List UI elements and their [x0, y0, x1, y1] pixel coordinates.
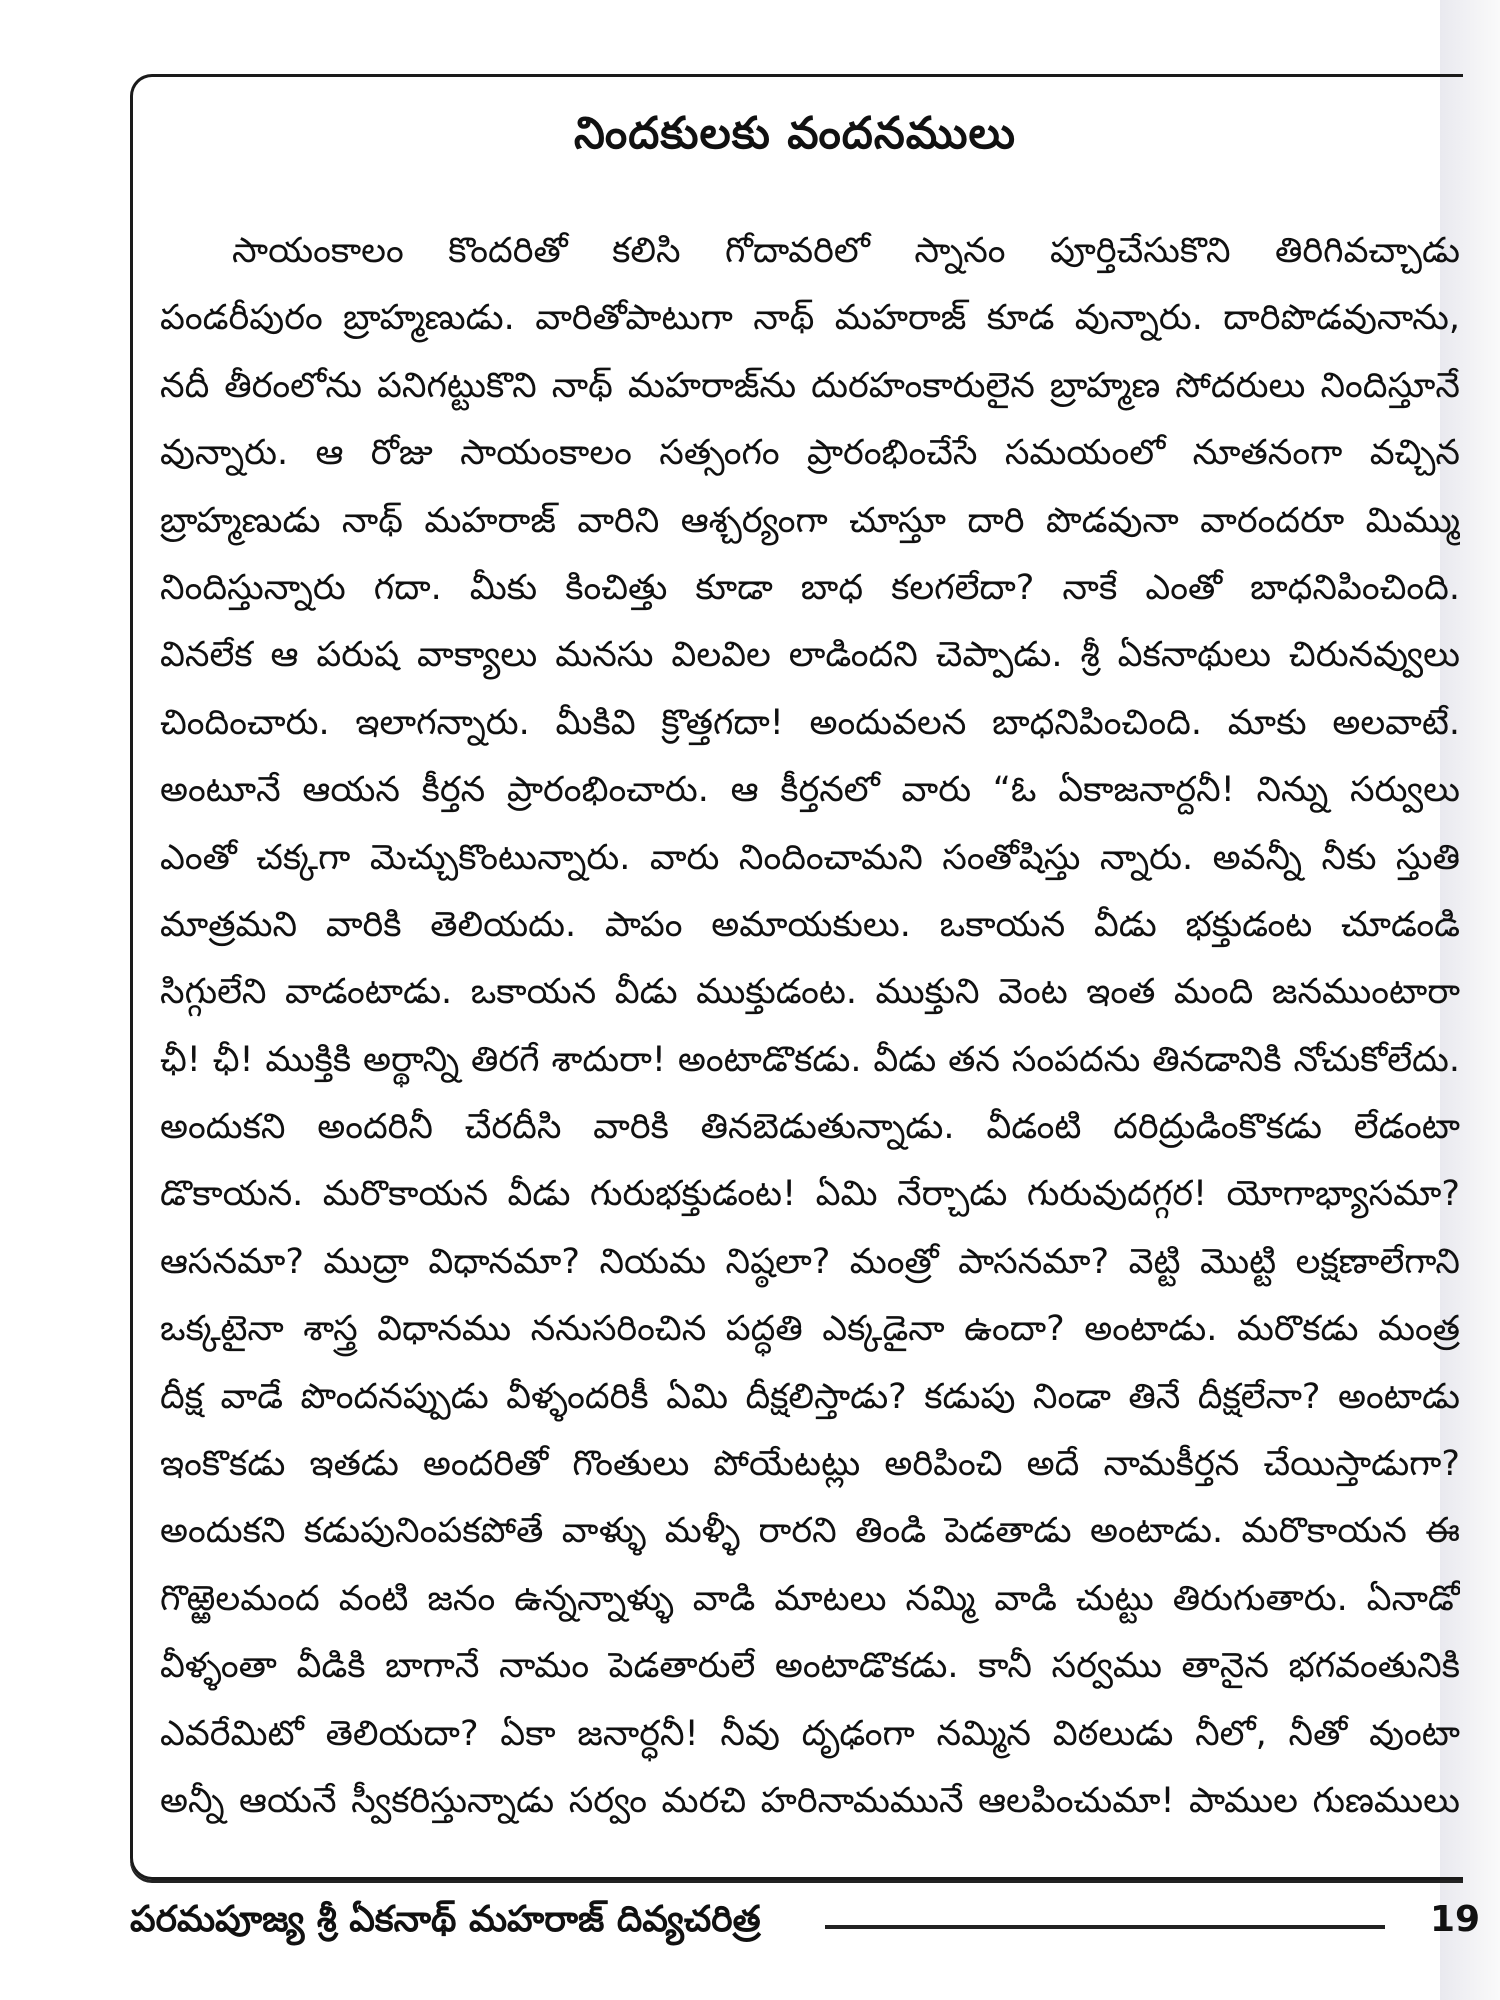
text-line: గొఱ్ఱెలమంద వంటి జనం ఉన్నన్నాళ్ళు వాడి మాటలు నమ్మి వాడి చుట్టు తిరుగుతారు. ఏనాడో — [160, 1578, 1460, 1619]
text-line: సాయంకాలం కొందరితో కలిసి గోదావరిలో స్నానం పూర్తిచేసుకొని తిరిగివచ్చాడు — [232, 231, 1460, 271]
text-line: అన్నీ ఆయనే స్వీకరిస్తున్నాడు సర్వం మరచి హరినామమునే ఆలపించుమా! పాముల గుణములు — [160, 1780, 1460, 1821]
body-text — [160, 222, 1460, 1839]
text-line: వినలేక ఆ పరుష వాక్యాలు మనసు విలవిల లాడిందని చెప్పాడు. శ్రీ ఏకనాథులు చిరునవ్వులు — [160, 635, 1460, 676]
text-line: అందుకని కడుపునింపకపోతే వాళ్ళు మళ్ళీ రారని తిండి పెడతాడు అంటాడు. మరొకాయన ఈ — [160, 1511, 1460, 1552]
text-line: పండరీపురం బ్రాహ్మణుడు. వారితోపాటుగా నాథ్ మహరాజ్ కూడ వున్నారు. దారిపొడవునాను, — [160, 298, 1460, 339]
text-line: సిగ్గులేని వాడంటాడు. ఒకాయన వీడు ముక్తుడంట. ముక్తుని వెంట ఇంత మంది జనముంటారా — [160, 972, 1460, 1013]
text-line: అందుకని అందరినీ చేరదీసి వారికి తినబెడుతున్నాడు. వీడంటి దరిద్రుడింకొకడు లేడంటా — [160, 1107, 1460, 1148]
text-line: ఒక్కటైనా శాస్త్ర విధానము ననుసరించిన పద్ధతి ఎక్కడైనా ఉందా? అంటాడు. మరొకడు మంత్ర — [160, 1309, 1460, 1350]
page-number: 19 — [1430, 1899, 1481, 1940]
footer-book-title: పరమపూజ్య శ్రీ ఏకనాథ్ మహరాజ్ దివ్యచరిత్ర — [130, 1899, 761, 1940]
text-line: వున్నారు. ఆ రోజు సాయంకాలం సత్సంగం ప్రారంభించేసే సమయంలో నూతనంగా వచ్చిన — [160, 433, 1460, 474]
text-line: ఆసనమా? ముద్రా విధానమా? నియమ నిష్ఠలా? మంత్రో పాసనమా? వెట్టి మొట్టి లక్షణాలేగాని — [160, 1241, 1460, 1282]
footer-rule — [825, 1925, 1385, 1929]
text-line: ఎంతో చక్కగా మెచ్చుకొంటున్నారు. వారు నిందించామని సంతోషిస్తు న్నారు. అవన్నీ నీకు స్తుతి — [160, 837, 1460, 878]
text-line: అంటూనే ఆయన కీర్తన ప్రారంభించారు. ఆ కీర్తనలో వారు “ఓ ఏకాజనార్దనీ! నిన్ను సర్వులు — [160, 770, 1460, 811]
text-line: నదీ తీరంలోను పనిగట్టుకొని నాథ్ మహరాజ్‌ను దురహంకారులైన బ్రాహ్మణ సోదరులు నిందిస్తూనే — [160, 365, 1460, 406]
text-line: ఛీ! ఛీ! ముక్తికి అర్థాన్ని తిరగే శాదురా! అంటాడొకడు. వీడు తన సంపదను తినడానికి నోచుకోలేదు. — [160, 1039, 1460, 1080]
text-line: నిందిస్తున్నారు గదా. మీకు కించిత్తు కూడా బాధ కలగలేదా? నాకే ఎంతో బాధనిపించింది. — [160, 567, 1460, 608]
text-line: వీళ్ళంతా వీడికి బాగానే నామం పెడతారులే అంటాడొకడు. కానీ సర్వము తానైన భగవంతునికి — [160, 1646, 1460, 1687]
text-line: మాత్రమని వారికి తెలియదు. పాపం అమాయకులు. ఒకాయన వీడు భక్తుడంట చూడండి — [160, 904, 1460, 945]
text-line: డొకాయన. మరొకాయన వీడు గురుభక్తుడంట! ఏమి నేర్చాడు గురువుదగ్గర! యోగాభ్యాసమా? — [160, 1174, 1460, 1215]
text-line: ఎవరేమిటో తెలియదా? ఏకా జనార్ధనీ! నీవు దృఢంగా నమ్మిన విఠలుడు నీలో, నీతో వుంటా — [160, 1713, 1460, 1754]
page-footer — [130, 1895, 1500, 1955]
chapter-title: నిందకులకు వందనములు — [574, 108, 1016, 159]
text-line: ఇంకొకడు ఇతడు అందరితో గొంతులు పోయేటట్లు అరిపించి అదే నామకీర్తన చేయిస్తాడుగా? — [160, 1444, 1460, 1485]
text-line: బ్రాహ్మణుడు నాథ్ మహరాజ్ వారిని ఆశ్చర్యంగా చూస్తూ దారి పొడవునా వారందరూ మిమ్ము — [160, 500, 1460, 541]
text-line: దీక్ష వాడే పొందనప్పుడు వీళ్ళందరికీ ఏమి దీక్షలిస్తాడు? కడుపు నిండా తినే దీక్షలేనా? అంటాడు — [160, 1376, 1460, 1417]
text-line: చిందించారు. ఇలాగన్నారు. మీకివి క్రొత్తగదా! అందువలన బాధనిపించింది. మాకు అలవాటే. — [160, 702, 1460, 743]
